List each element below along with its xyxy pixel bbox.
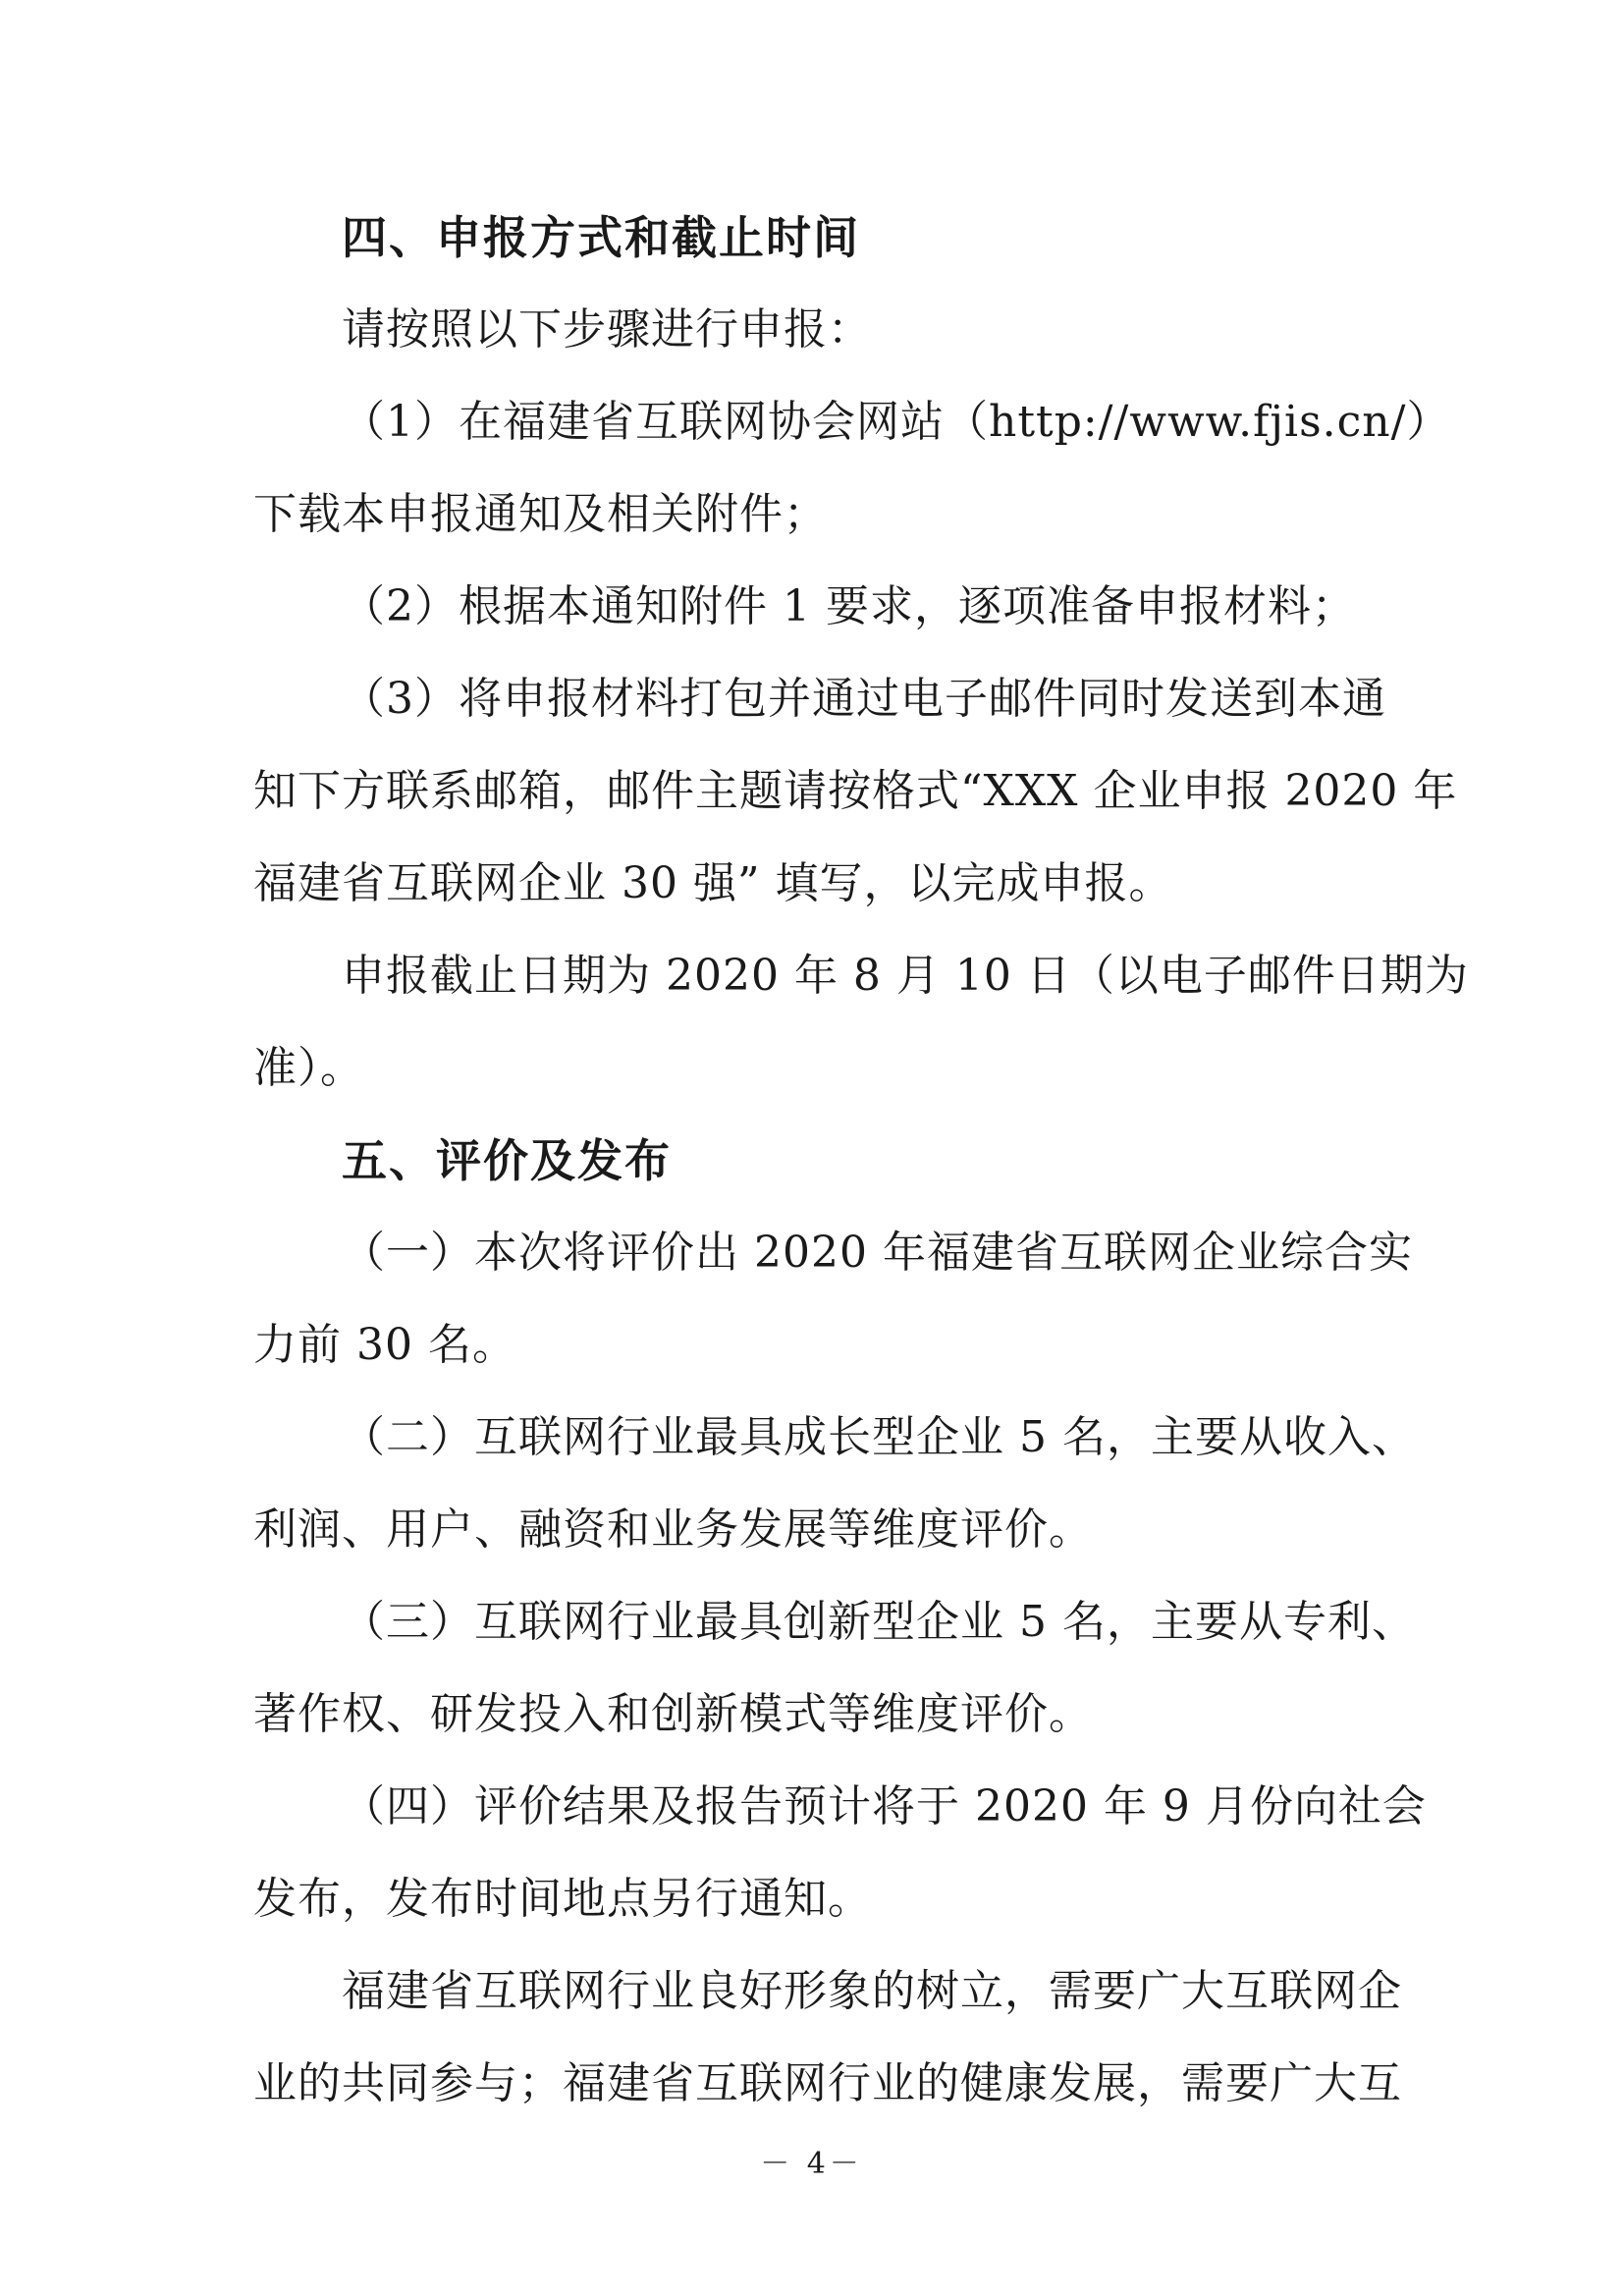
item3-line2: 著作权、研发投入和创新模式等维度评价。 xyxy=(253,1689,1093,1739)
step1-line2: 下载本申报通知及相关附件； xyxy=(253,489,828,539)
section4-intro: 请按照以下步骤进行申报： xyxy=(342,304,872,355)
item4-line2: 发布，发布时间地点另行通知。 xyxy=(253,1874,872,1924)
item1-line1: （一）本次将评价出 2020 年福建省互联网企业综合实 xyxy=(342,1228,1413,1278)
step2: （2）根据本通知附件 1 要求，逐项准备申报材料； xyxy=(342,581,1356,631)
section5-heading: 五、评价及发布 xyxy=(342,1134,672,1187)
item1-line2: 力前 30 名。 xyxy=(253,1320,516,1370)
item4-line1: （四）评价结果及报告预计将于 2020 年 9 月份向社会 xyxy=(342,1781,1427,1831)
closing-line1: 福建省互联网行业良好形象的树立，需要广大互联网企 xyxy=(342,1966,1402,2016)
step3-line2: 知下方联系邮箱，邮件主题请按格式“XXX 企业申报 2020 年 xyxy=(253,766,1458,816)
deadline-line1: 申报截止日期为 2020 年 8 月 10 日（以电子邮件日期为 xyxy=(342,951,1469,1001)
item2-line2: 利润、用户、融资和业务发展等维度评价。 xyxy=(253,1504,1093,1555)
step3-line3: 福建省互联网企业 30 强” 填写，以完成申报。 xyxy=(253,858,1173,908)
closing-line2: 业的共同参与；福建省互联网行业的健康发展，需要广大互 xyxy=(253,2058,1402,2108)
item2-line1: （二）互联网行业最具成长型企业 5 名，主要从收入、 xyxy=(342,1412,1416,1462)
deadline-line2: 准）。 xyxy=(253,1043,364,1093)
section4-heading: 四、申报方式和截止时间 xyxy=(342,211,860,264)
item3-line1: （三）互联网行业最具创新型企业 5 名，主要从专利、 xyxy=(342,1597,1416,1647)
step1-line1: （1）在福建省互联网协会网站（http://www.fjis.cn/） xyxy=(342,397,1451,447)
page-number: － 4－ xyxy=(760,2147,863,2181)
step3-line1: （3）将申报材料打包并通过电子邮件同时发送到本通 xyxy=(342,674,1386,724)
